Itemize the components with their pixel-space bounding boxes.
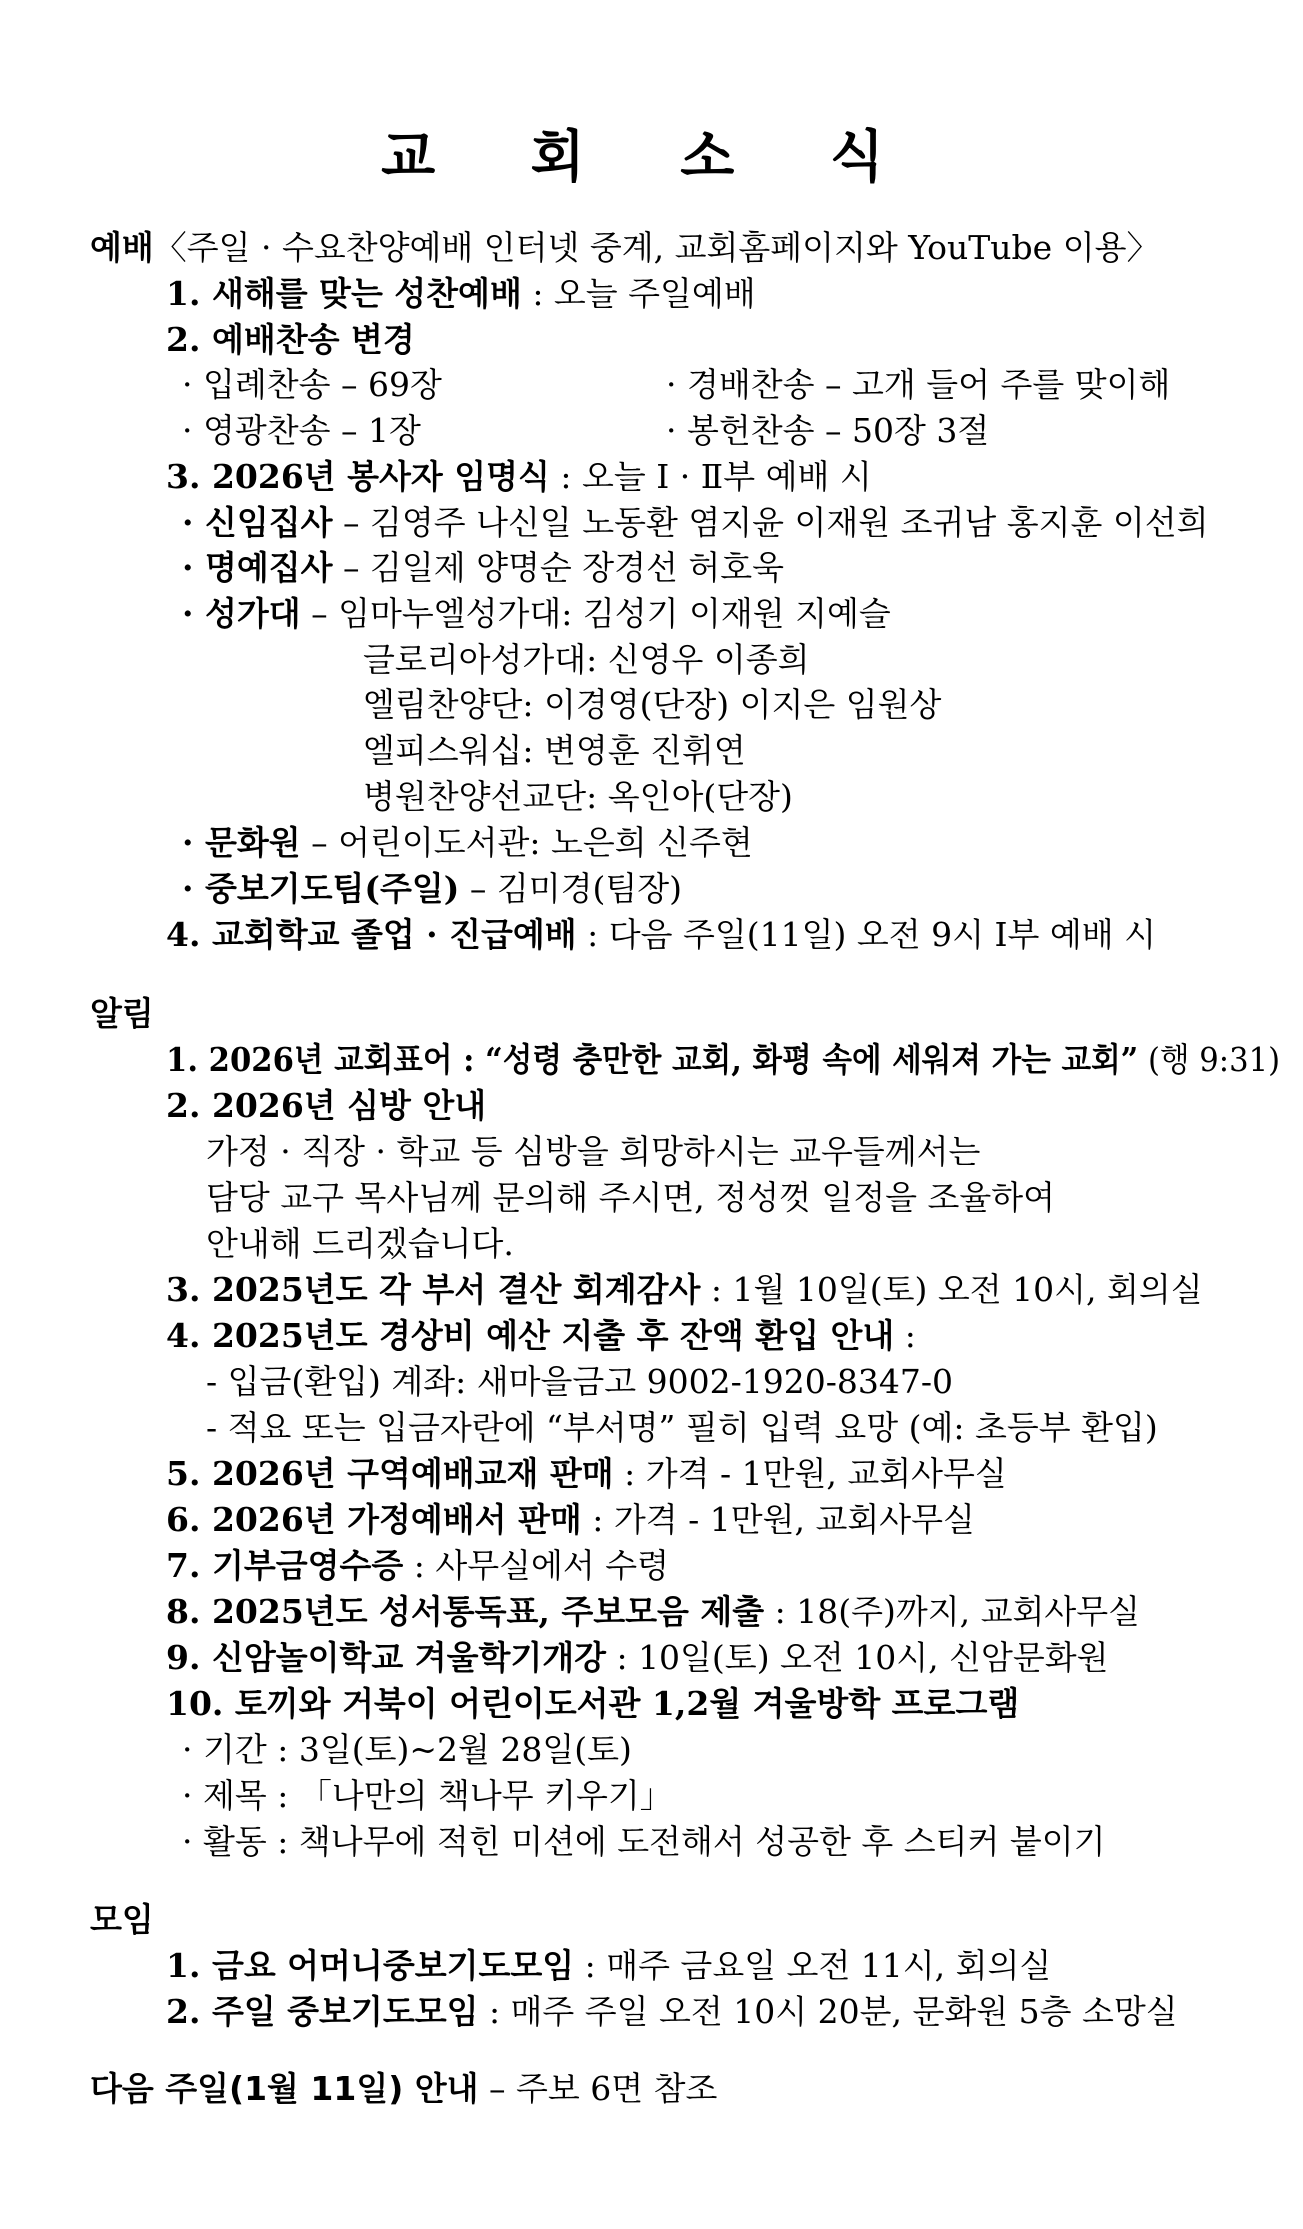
meetings-heading: 모임 [90,1900,154,1939]
hymn-worship: · 경배찬송 – 고개 들어 주를 맞이해 [666,365,1171,404]
notice-5-text: : 가격 - 1만원, 교회사무실 [613,1454,1007,1493]
meeting-2 [166,1989,1178,2035]
notice-7-label: 7. 기부금영수증 [166,1546,404,1585]
notice-6 [166,1497,975,1543]
notice-3-text: : 1월 10일(토) 오전 10시, 회의실 [700,1270,1203,1309]
notice-2: 2. 2026년 심방 안내 [166,1086,487,1125]
notice-10-activity: · 활동 : 책나무에 적힌 미션에 도전해서 성공한 후 스티커 붙이기 [182,1822,1106,1861]
choir-line-5: 병원찬양선교단: 옥인아(단장) [363,777,793,816]
choir-label: · 성가대 [182,594,301,633]
worship-item-3 [166,454,872,500]
worship-heading-note: 〈주일 · 수요찬양예배 인터넷 중계, 교회홈페이지와 YouTube 이용〉 [153,228,1160,267]
worship-item-3-label: 3. 2026년 봉사자 임명식 [166,457,550,496]
hymn-offering: · 봉헌찬송 – 50장 3절 [666,411,990,450]
worship-item-1-label: 1. 새해를 맞는 성찬예배 [166,274,522,313]
notice-4-sub-2: - 적요 또는 입금자란에 “부서명” 필히 입력 요망 (예: 초등부 환입) [206,1408,1158,1447]
worship-heading: 예배 [90,228,154,267]
honor-deacons [182,545,784,591]
meeting-1 [166,1943,1051,1989]
notice-5 [166,1451,1007,1497]
honor-deacons-label: · 명예집사 [182,548,333,587]
notice-9-text: : 10일(토) 오전 10시, 신암문화원 [605,1638,1109,1677]
page-title: 교 회 소 식 [381,125,922,190]
worship-item-1 [166,271,756,317]
worship-item-4 [166,912,1156,958]
honor-deacons-text: – 김일제 양명순 장경선 허호욱 [332,548,784,587]
next-week-notice [90,2066,717,2112]
notices-heading: 알림 [90,994,154,1033]
prayer-team-text: – 김미경(팀장) [459,869,682,908]
meeting-1-text: : 매주 금요일 오전 11시, 회의실 [574,1946,1052,1985]
notice-1-label: 1. 2026년 교회표어 : “성령 충만한 교회, 화평 속에 세워져 가는 교회” [166,1040,1139,1079]
notice-9 [166,1635,1109,1681]
new-deacons-text: – 김영주 나신일 노동환 염지윤 이재원 조귀남 홍지훈 이선희 [332,503,1209,542]
culture-center [182,820,753,866]
notice-9-label: 9. 신암놀이학교 겨울학기개강 [166,1638,606,1677]
notice-4-label: 4. 2025년도 경상비 예산 지출 후 잔액 환입 안내 [166,1316,895,1355]
notice-3 [166,1267,1203,1313]
notice-6-text: : 가격 - 1만원, 교회사무실 [581,1500,975,1539]
culture-center-label: · 문화원 [182,823,301,862]
notice-8 [166,1589,1140,1635]
notice-2-line-1: 가정 · 직장 · 학교 등 심방을 희망하시는 교우들께서는 [206,1132,981,1171]
notice-7 [166,1543,669,1589]
prayer-team [182,866,682,912]
next-week-text: – 주보 6면 참조 [478,2069,718,2108]
notice-4-sub-1: - 입금(환입) 계좌: 새마을금고 9002-1920-8347-0 [206,1362,954,1401]
notice-8-label: 8. 2025년도 성서통독표, 주보모음 제출 [166,1592,765,1631]
worship-item-1-text: : 오늘 주일예배 [521,274,756,313]
prayer-team-label: · 중보기도팀(주일) [182,869,460,908]
new-deacons-label: · 신임집사 [182,503,333,542]
worship-header-line [90,225,1159,271]
notice-1 [166,1037,1280,1083]
worship-item-4-label: 4. 교회학교 졸업 · 진급예배 [166,915,577,954]
choir-line-2: 글로리아성가대: 신영우 이종희 [363,640,810,679]
notice-3-label: 3. 2025년도 각 부서 결산 회계감사 [166,1270,701,1309]
choir-line-1: – 임마누엘성가대: 김성기 이재원 지예슬 [300,594,891,633]
notice-1-ref: (행 9:31) [1138,1040,1281,1079]
new-deacons [182,500,1208,546]
notice-6-label: 6. 2026년 가정예배서 판매 [166,1500,582,1539]
worship-item-3-text: : 오늘 Ⅰ · Ⅱ부 예배 시 [549,457,872,496]
choir [182,591,891,637]
notice-10-period: · 기간 : 3일(토)~2월 28일(토) [182,1730,632,1769]
choir-line-4: 엘피스워십: 변영훈 진휘연 [363,731,746,770]
culture-center-text: – 어린이도서관: 노은희 신주현 [300,823,753,862]
notice-8-text: : 18(주)까지, 교회사무실 [764,1592,1140,1631]
hymn-entrance: · 입례찬송 – 69장 [182,365,442,404]
meeting-1-label: 1. 금요 어머니중보기도모임 [166,1946,575,1985]
choir-line-3: 엘림찬양단: 이경영(단장) 이지은 임원상 [363,685,942,724]
next-week-label: 다음 주일(1월 11일) 안내 [90,2069,479,2108]
notice-10-title: · 제목 : 「나만의 책나무 키우기」 [182,1776,673,1815]
hymn-glory: · 영광찬송 – 1장 [182,411,421,450]
notice-2-line-3: 안내해 드리겠습니다. [206,1224,514,1263]
notice-5-label: 5. 2026년 구역예배교재 판매 [166,1454,614,1493]
worship-item-2: 2. 예배찬송 변경 [166,320,415,359]
notice-4 [166,1313,916,1359]
notice-2-line-2: 담당 교구 목사님께 문의해 주시면, 정성껏 일정을 조율하여 [206,1178,1055,1217]
notice-4-text: : [894,1316,916,1355]
worship-item-4-text: : 다음 주일(11일) 오전 9시 Ⅰ부 예배 시 [576,915,1157,954]
notice-7-text: : 사무실에서 수령 [403,1546,669,1585]
meeting-2-text: : 매주 주일 오전 10시 20분, 문화원 5층 소망실 [478,1992,1178,2031]
notice-10: 10. 토끼와 거북이 어린이도서관 1,2월 겨울방학 프로그램 [166,1684,1020,1723]
meeting-2-label: 2. 주일 중보기도모임 [166,1992,479,2031]
